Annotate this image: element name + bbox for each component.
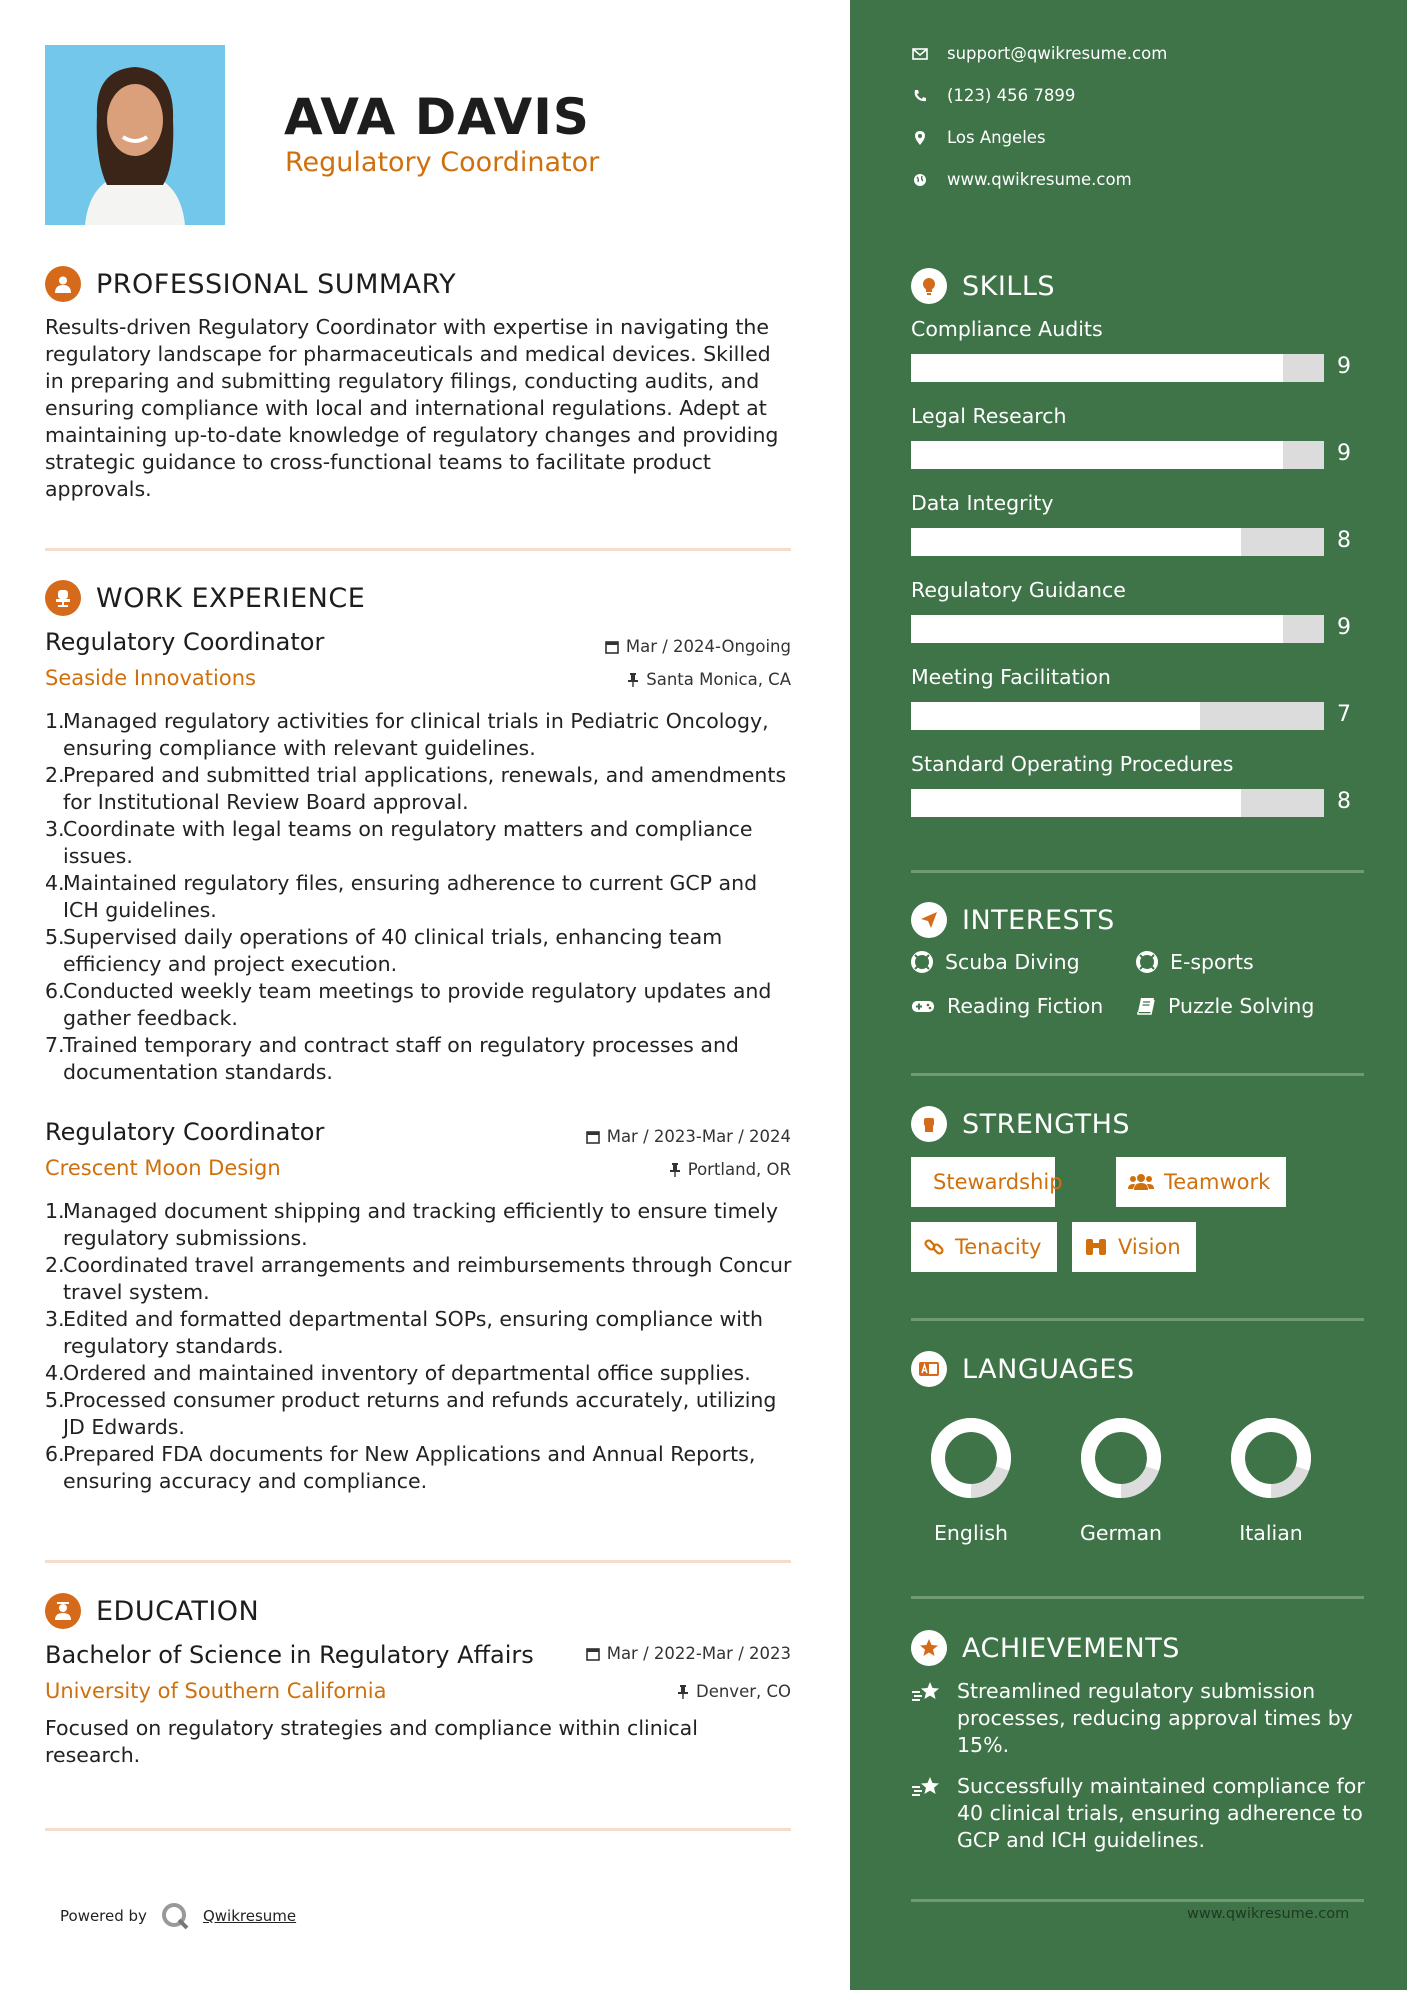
achievements-header (911, 1630, 1180, 1666)
skill-name: Standard Operating Procedures (911, 752, 1234, 776)
languages-header (911, 1351, 1135, 1387)
summary-text: Results-driven Regulatory Coordinator with expertise in navigating the regulatory landscape for pharmaceuticals and medical devices. Skilled in preparing and submitting regulatory filings, conducting audits, and ensuring compliance with local and international regulations. Adept at maintaining up-to-date knowledge of regulatory changes and providing strategic guidance to cross-functional teams to facilitate product approvals. (45, 315, 779, 501)
life-ring-icon (1136, 951, 1158, 973)
skill-score: 7 (1337, 702, 1351, 727)
paper-plane-icon (911, 902, 947, 938)
education-dates-text: Mar / 2022-Mar / 2023 (606, 1644, 791, 1663)
calendar-icon (605, 640, 619, 654)
education-location (677, 1682, 791, 1701)
life-ring-icon (911, 951, 933, 973)
strength-chip: Tenacity (911, 1222, 1057, 1272)
users-icon (1128, 1173, 1154, 1191)
job-location-text: Santa Monica, CA (646, 670, 791, 689)
skill-score: 9 (1337, 441, 1351, 466)
divider (911, 1318, 1364, 1321)
divider (45, 548, 791, 551)
phone-icon (913, 89, 927, 103)
skill-bar-fill (911, 441, 1283, 469)
company-name: Seaside Innovations (45, 666, 256, 690)
list-item: 3. Coordinate with legal teams on regulatory matters and compliance issues. (45, 817, 753, 868)
book-icon (1136, 996, 1156, 1016)
contact-email[interactable] (911, 44, 1167, 63)
degree: Bachelor of Science in Regulatory Affairs (45, 1641, 534, 1669)
languages-title: LANGUAGES (962, 1353, 1135, 1385)
divider (911, 1596, 1364, 1599)
language-name: German (1079, 1521, 1163, 1545)
globe-icon (913, 173, 927, 187)
school-name: University of Southern California (45, 1679, 387, 1703)
powered-by-label: Powered by (60, 1907, 147, 1925)
star-badge-icon (911, 1630, 947, 1666)
interest-item: Scuba Diving (911, 950, 1080, 974)
job-title: Regulatory Coordinator (45, 1118, 325, 1146)
summary-title: PROFESSIONAL SUMMARY (96, 268, 457, 300)
list-item: 7. Trained temporary and contract staff on regulatory processes and documentation standards. (45, 1033, 739, 1084)
summary-header (45, 266, 456, 302)
skill-name: Data Integrity (911, 491, 1054, 515)
list-item: 4. Maintained regulatory files, ensuring adherence to current GCP and ICH guidelines. (45, 871, 758, 922)
company-name: Crescent Moon Design (45, 1156, 281, 1180)
interest-item: E-sports (1136, 950, 1254, 974)
language-donut (926, 1413, 1016, 1503)
list-item: 1. Managed document shipping and tracking efficiently to ensure timely regulatory submissions. (45, 1199, 778, 1250)
language-icon (911, 1351, 947, 1387)
skills-header (911, 268, 1055, 304)
calendar-icon (586, 1647, 600, 1661)
list-item: 5. Supervised daily operations of 40 clinical trials, enhancing team efficiency and project execution. (45, 925, 723, 976)
education-location-text: Denver, CO (695, 1682, 791, 1701)
interests-header (911, 902, 1115, 938)
task-list (45, 708, 795, 1086)
interests-title: INTERESTS (962, 904, 1115, 936)
candidate-name: AVA DAVIS (284, 88, 590, 146)
skill-name: Legal Research (911, 404, 1067, 428)
strength-chip: Teamwork (1116, 1157, 1286, 1207)
strengths-header (911, 1106, 1130, 1142)
skill-bar-fill (911, 528, 1241, 556)
experience-title: WORK EXPERIENCE (96, 582, 366, 614)
candidate-role: Regulatory Coordinator (285, 147, 600, 178)
pin-icon (669, 1163, 681, 1177)
job-dates (586, 1127, 791, 1146)
shooting-star-icon (911, 1680, 943, 1706)
skill-name: Meeting Facilitation (911, 665, 1111, 689)
job-dates-text: Mar / 2023-Mar / 2024 (606, 1127, 791, 1146)
contact-website-text: www.qwikresume.com (947, 170, 1132, 189)
job-dates (605, 637, 791, 656)
skill-bar (911, 615, 1324, 643)
strengths-title: STRENGTHS (962, 1108, 1131, 1140)
list-item: 4. Ordered and maintained inventory of departmental office supplies. (45, 1361, 751, 1385)
language-donut (1226, 1413, 1316, 1503)
language-item (1076, 1413, 1166, 1545)
job-location (669, 1160, 791, 1179)
list-item: 3. Edited and formatted departmental SOPs, ensuring compliance with regulatory standards. (45, 1307, 763, 1358)
list-item: 1. Managed regulatory activities for clinical trials in Pediatric Oncology, ensuring compliance with relevant guidelines. (45, 709, 769, 760)
divider (45, 1560, 791, 1563)
contact-location-text: Los Angeles (947, 128, 1046, 147)
map-marker-icon (915, 131, 925, 145)
job-location-text: Portland, OR (687, 1160, 791, 1179)
envelope-icon (912, 48, 928, 60)
skill-bar-fill (911, 354, 1283, 382)
gamepad-icon (911, 998, 935, 1014)
skill-name: Compliance Audits (911, 317, 1103, 341)
skill-bar (911, 789, 1324, 817)
list-item: 5. Processed consumer product returns and refunds accurately, utilizing JD Edwards. (45, 1388, 777, 1439)
interest-item: Reading Fiction (911, 994, 1103, 1018)
strength-chip: Stewardship (911, 1157, 1055, 1207)
powered-by (60, 1902, 296, 1930)
skill-bar-fill (911, 702, 1200, 730)
education-description: Focused on regulatory strategies and compliance within clinical research. (45, 1716, 698, 1767)
list-item: 6. Prepared FDA documents for New Applications and Annual Reports, ensuring accuracy and compliance. (45, 1442, 756, 1493)
list-item: 2. Coordinated travel arrangements and reimbursements through Concur travel system. (45, 1253, 792, 1304)
pin-icon (627, 673, 639, 687)
job-location (627, 670, 791, 689)
education-header (45, 1593, 259, 1629)
skill-bar-fill (911, 615, 1283, 643)
contact-phone-text: (123) 456 7899 (947, 86, 1076, 105)
interest-item: Puzzle Solving (1136, 994, 1314, 1018)
task-list (45, 1198, 795, 1495)
shooting-star-icon (911, 1775, 943, 1801)
skills-title: SKILLS (962, 270, 1056, 302)
lightbulb-icon (911, 268, 947, 304)
pin-icon (677, 1685, 689, 1699)
skill-bar (911, 528, 1324, 556)
language-item (926, 1413, 1016, 1545)
achievement-item: Successfully maintained compliance for 40 clinical trials, ensuring adherence to GCP and ICH guidelines. (911, 1773, 1371, 1854)
contact-location (911, 128, 1046, 147)
chair-icon (45, 580, 81, 616)
divider (911, 870, 1364, 873)
link-icon (923, 1236, 945, 1258)
education-dates (586, 1644, 791, 1663)
list-item: 6. Conducted weekly team meetings to provide regulatory updates and gather feedback. (45, 979, 772, 1030)
graduate-icon (45, 1593, 81, 1629)
calendar-icon (586, 1130, 600, 1144)
binoculars-icon (1084, 1237, 1108, 1257)
language-item (1226, 1413, 1316, 1545)
skill-bar (911, 702, 1324, 730)
education-title: EDUCATION (96, 1595, 260, 1627)
strength-chip: Vision (1072, 1222, 1196, 1272)
profile-photo (45, 45, 225, 225)
footer-website[interactable]: www.qwikresume.com (1187, 1906, 1350, 1922)
list-item: 2. Prepared and submitted trial applications, renewals, and amendments for Institutional Review Board approval. (45, 763, 787, 814)
experience-header (45, 580, 365, 616)
skill-bar (911, 441, 1324, 469)
achievement-item: Streamlined regulatory submission processes, reducing approval times by 15%. (911, 1678, 1371, 1759)
language-donut (1076, 1413, 1166, 1503)
skill-bar-fill (911, 789, 1241, 817)
divider (911, 1073, 1364, 1076)
fist-icon (911, 1106, 947, 1142)
skill-score: 8 (1337, 789, 1351, 814)
skill-score: 8 (1337, 528, 1351, 553)
job-title: Regulatory Coordinator (45, 628, 325, 656)
skill-bar (911, 354, 1324, 382)
language-name: Italian (1239, 1521, 1303, 1545)
qwikresume-link[interactable]: Qwikresume (202, 1907, 297, 1925)
achievements-title: ACHIEVEMENTS (962, 1632, 1180, 1664)
language-name: English (933, 1521, 1009, 1545)
skill-score: 9 (1337, 354, 1351, 379)
divider (45, 1828, 791, 1831)
contact-phone[interactable] (911, 86, 1075, 105)
contact-email-text: support@qwikresume.com (947, 44, 1168, 63)
user-icon (45, 266, 81, 302)
qwikresume-logo-icon (161, 1902, 189, 1930)
contact-website[interactable] (911, 170, 1132, 189)
divider (911, 1899, 1364, 1902)
skill-score: 9 (1337, 615, 1351, 640)
job-dates-text: Mar / 2024-Ongoing (625, 637, 791, 656)
skill-name: Regulatory Guidance (911, 578, 1126, 602)
